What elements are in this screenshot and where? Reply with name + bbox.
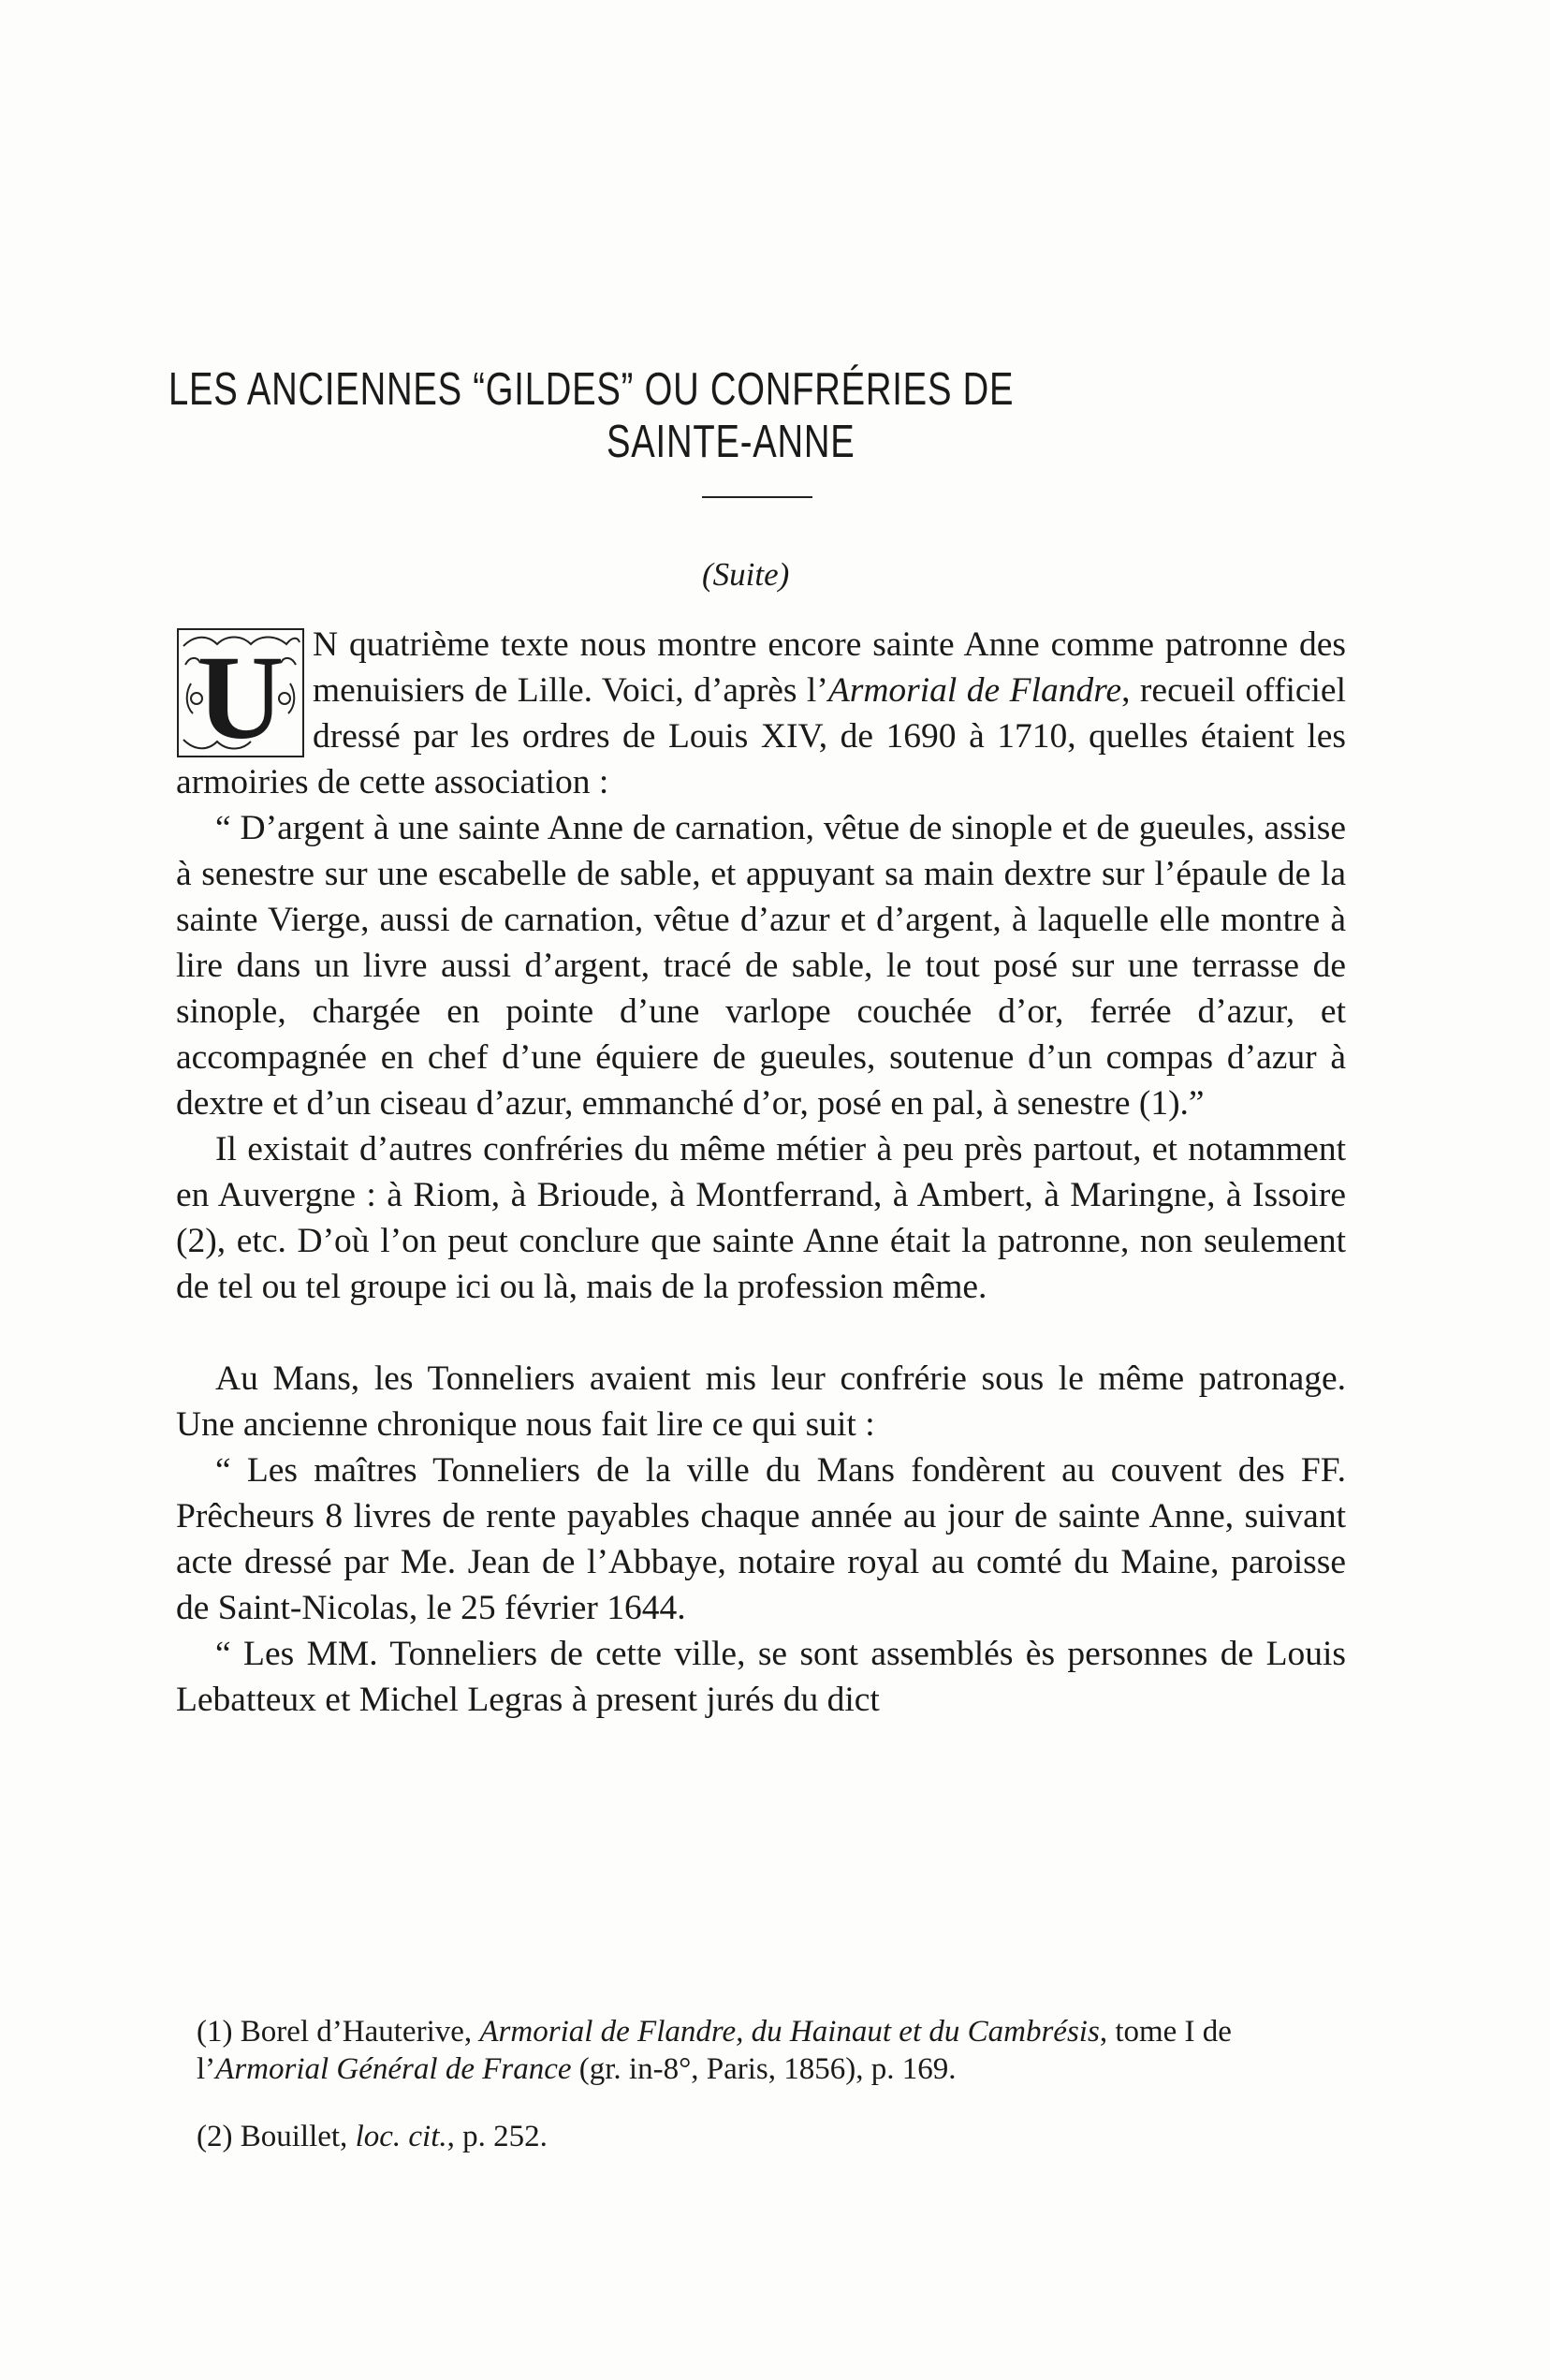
title-rule xyxy=(702,496,812,498)
page-title xyxy=(168,363,1381,469)
paragraph-4: Au Mans, les Tonneliers avaient mis leur confrérie sous le même patronage. Une ancienne chronique nous fait lire ce qui suit : xyxy=(176,1359,1346,1444)
paragraph-6: “ Les MM. Tonneliers de cette ville, se sont assemblés ès personnes de Louis Lebatteux et Michel Legras à present jurés du dict xyxy=(176,1635,1346,1719)
drop-cap-letter: U xyxy=(197,631,285,758)
footnotes xyxy=(197,2013,1348,2185)
suite-label: (Suite) xyxy=(702,556,790,593)
footnote-1-italic-2: Armorial Général de France xyxy=(215,2052,572,2086)
footnote-2-text-2: , p. 252. xyxy=(446,2120,548,2153)
p1-italic: Armorial de Flandre xyxy=(827,671,1122,710)
p1-end: , recueil officiel dressé par les ordres de Louis XIV, de 1690 à 1710, quelles étaient les armoiries de cette association : xyxy=(176,671,1347,801)
title-line-1: LES ANCIENNES “GILDES” OU CONFRÉRIES DE xyxy=(168,364,1015,415)
footnote-1-text-2: , tome I de l’ xyxy=(197,2015,1232,2086)
body-text xyxy=(176,622,1346,1723)
paragraph-5: “ Les maîtres Tonneliers de la ville du Mans fondèrent au couvent des FF. Prêcheurs 8 livres de rente payables chaque année au jour de sainte Anne, suivant acte dressé par Me. Jean de l’Abbaye, notaire royal au comté du Maine, paroisse de Saint-Nicolas, le 25 février 1644. xyxy=(176,1451,1346,1627)
footnote-2 xyxy=(197,2118,1348,2155)
title-line-2: SAINTE-ANNE xyxy=(607,417,855,468)
paragraph-3: Il existait d’autres confréries du même métier à peu près partout, et notamment en Auvergne : à Riom, à Brioude, à Montferrand, à Ambert, à Maringne, à Issoire (2), etc. D’où l’on peut conclure que sainte Anne était la patronne, non seulement de tel ou tel groupe ici ou là, mais de la profession même. xyxy=(176,1130,1346,1306)
footnote-1 xyxy=(197,2013,1348,2088)
footnote-2-italic: loc. cit. xyxy=(355,2120,447,2153)
p1-text: N quatrième texte nous montre encore sainte Anne comme patronne des menuisiers de Lille. Voici, d’après l’ xyxy=(313,625,1346,710)
paragraph-2: “ D’argent à une sainte Anne de carnation, vêtue de sinople et de gueules, assise à senestre sur une escabelle de sable, et appuyant sa main dextre sur l’épaule de la sainte Vierge, aussi de carnation, vêtue d’azur et d’argent, à laquelle elle montre à lire dans un livre aussi d’argent, tracé de sable, le tout posé sur une terrasse de sinople, chargée en pointe d’une varlope couchée d’or, ferrée d’azur, et accompagnée en chef d’une équiere de gueules, soutenue d’un compas d’azur à dextre et d’un ciseau d’azur, emmanché d’or, posé en pal, à senestre (1).” xyxy=(176,809,1346,1123)
footnote-1-text: (1) Borel d’Hauterive, xyxy=(197,2015,480,2049)
footnote-1-italic-1: Armorial de Flandre, du Hainaut et du Cambrésis xyxy=(479,2015,1100,2049)
paragraph-1 xyxy=(176,622,1346,805)
drop-cap-ornament xyxy=(176,627,305,758)
footnote-1-text-3: (gr. in-8°, Paris, 1856), p. 169. xyxy=(571,2052,957,2086)
footnote-2-text: (2) Bouillet, xyxy=(197,2120,356,2153)
